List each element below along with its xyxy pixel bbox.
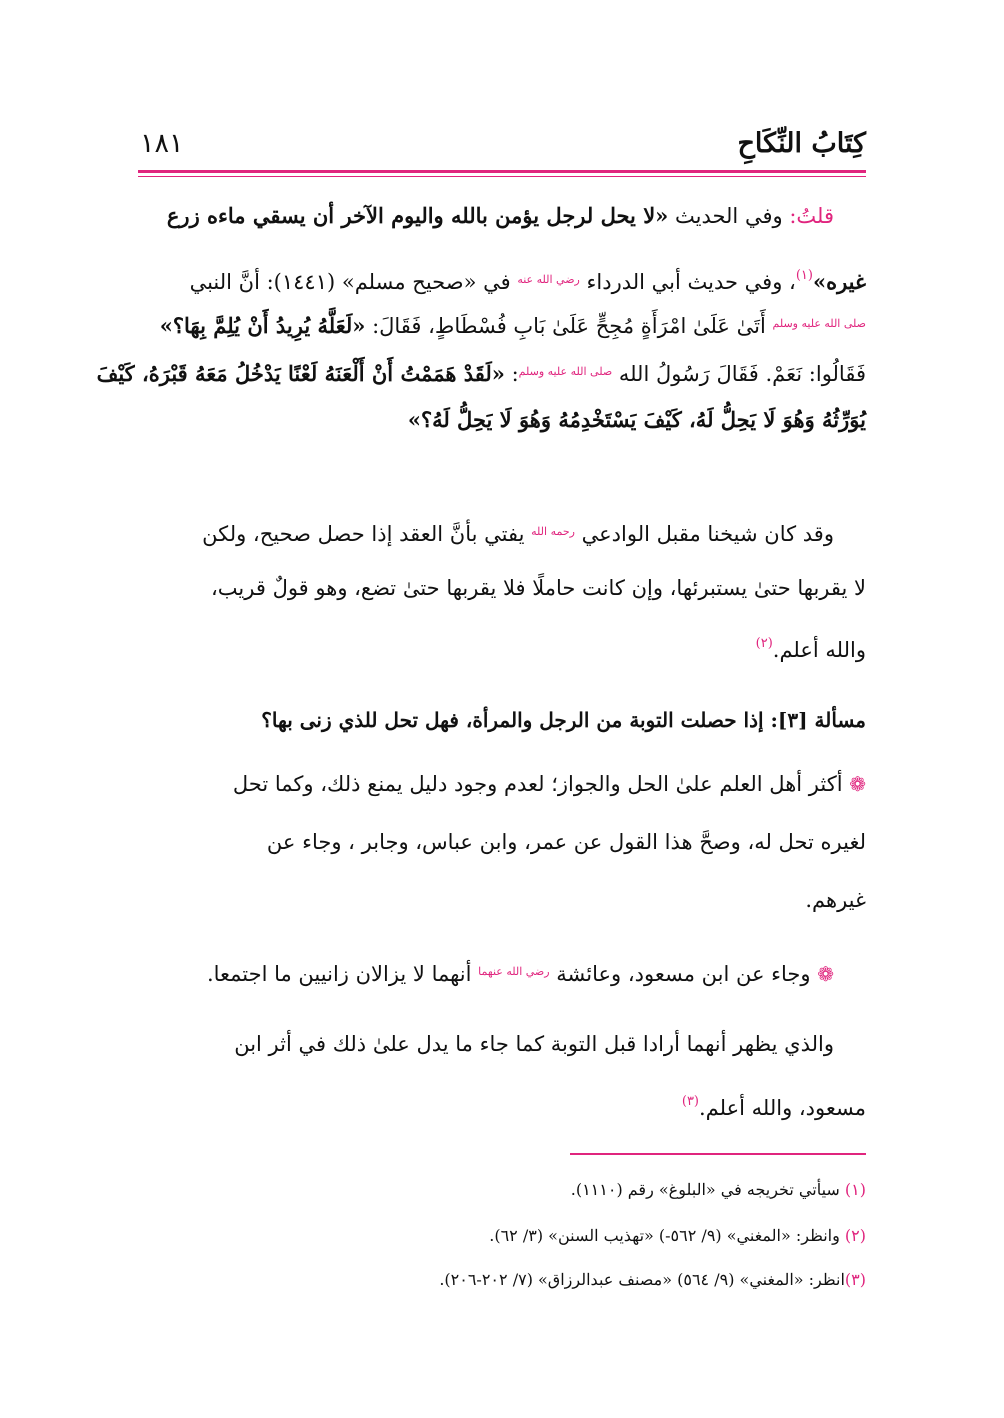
hadith-quote: «لَعَلَّهُ يُرِيدُ أَنْ يُلِمَّ بِهَا؟» (159, 313, 366, 338)
honorific-glyph: رضي الله عنهما (478, 965, 550, 978)
text: مسعود، والله أعلم. (699, 1096, 866, 1120)
para2-line3 (138, 624, 866, 664)
chapter-title: كِتَابُ النِّكَاحِ (737, 128, 866, 159)
text: وقد كان شيخنا مقبل الوادعي (574, 522, 834, 546)
footnote-number: (٣) (844, 1270, 866, 1289)
para4-line1 (138, 952, 834, 992)
page-number: ١٨١ (140, 128, 184, 159)
header-rule-thin (138, 176, 866, 177)
para3-line2 (138, 822, 866, 862)
para1-line1 (138, 196, 834, 236)
footnote-number: (١) (844, 1180, 866, 1199)
footnote-3 (138, 1266, 866, 1294)
hadith-quote-end: غيره» (812, 269, 866, 294)
footnote-text: وانظر: «المغني» (٩/ ٥٦٢-) «تهذيب السنن» (٣/ ٦٢). (489, 1226, 845, 1245)
text: غيرهم. (805, 888, 866, 912)
text: والذي يظهر أنهما أرادا قبل التوبة كما جاء ما يدل علىٰ ذلك في أثر ابن (234, 1032, 834, 1056)
hadith-quote-end: يُوَرِّثُهُ وَهُوَ لَا يَحِلُّ لَهُ، كَيْفَ يَسْتَخْدِمُهُ وَهُوَ لَا يَحِلُّ لَهُ؟» (407, 407, 866, 432)
footnote-separator (570, 1153, 866, 1155)
text: وفي الحديث (668, 204, 790, 228)
hadith-quote: «لا يحل لرجل يؤمن بالله واليوم الآخر أن يسقي ماءه زرع (166, 203, 669, 228)
footnote-text: سيأتي تخريجه في «البلوغ» رقم (١١١٠). (570, 1180, 845, 1199)
footnote-ref-1[interactable]: (١) (795, 268, 813, 283)
para1-line5 (138, 400, 866, 440)
honorific-glyph: صلى الله عليه وسلم (518, 365, 613, 378)
footnote-1 (138, 1176, 866, 1204)
footnote-number: (٢) (844, 1226, 866, 1245)
text: والله أعلم. (772, 638, 866, 662)
hadith-quote: «لَقَدْ هَمَمْتُ أَنْ أَلْعَنَهُ لَعْنًا يَدْخُلُ مَعَهُ قَبْرَهُ، كَيْفَ (96, 361, 505, 386)
text: لغيره تحل له، وصحَّ هذا القول عن عمر، وابن عباس، وجابر ، وجاء عن (266, 830, 866, 854)
text: أكثر أهل العلم علىٰ الحل والجواز؛ لعدم وجود دليل يمنع ذلك، وكما تحل (232, 772, 850, 796)
para1-line2 (138, 256, 866, 296)
text: أَتَىٰ عَلَىٰ امْرَأَةٍ مُجِحٍّ عَلَىٰ بَابِ فُسْطَاطٍ، فَقَالَ: (365, 314, 773, 338)
issue-label: مسألة [٣]: (770, 708, 866, 732)
text: يفتي بأنَّ العقد إذا حصل صحيح، ولكن (202, 522, 532, 546)
footnote-ref-3[interactable]: (٣) (681, 1094, 699, 1109)
flower-bullet-icon: ❁ (849, 772, 866, 796)
text: أنهما لا يزالان زانيين ما اجتمعا. (206, 962, 479, 986)
footnote-ref-2[interactable]: (٢) (755, 636, 773, 651)
para2-line2 (138, 568, 866, 608)
text: في «صحيح مسلم» (١٤٤١): أنَّ النبي (189, 270, 518, 294)
text: وجاء عن ابن مسعود، وعائشة (549, 962, 818, 986)
text: ، وفي حديث أبي الدرداء (579, 270, 796, 294)
para2-line1 (138, 512, 834, 552)
issue-text: إذا حصلت التوبة من الرجل والمرأة، فهل تحل للذي زنى بها؟ (261, 708, 771, 732)
text: فَقَالُوا: نَعَمْ. فَقَالَ رَسُولُ الله (612, 362, 866, 386)
para1-line3 (138, 304, 866, 344)
para1-line4 (96, 352, 866, 392)
para5-line2 (138, 1082, 866, 1122)
header-rule (138, 170, 866, 173)
honorific-glyph: رحمه الله (531, 525, 575, 538)
footnote-text: انظر: «المغني» (٩/ ٥٦٤) «مصنف عبدالرزاق» (٧/ ٢٠٢-٢٠٦). (439, 1270, 845, 1289)
honorific-glyph: رضي الله عنه (517, 273, 580, 286)
para3-line3 (138, 880, 866, 920)
issue-heading (138, 700, 866, 740)
text: لا يقربها حتىٰ يستبرئها، وإن كانت حاملًا فلا يقربها حتىٰ تضع، وهو قولٌ قريب، (211, 576, 866, 600)
text: : (504, 362, 519, 386)
qultu-label: قلتُ: (789, 204, 834, 228)
honorific-glyph: صلى الله عليه وسلم (772, 317, 866, 330)
para5-line1 (138, 1024, 834, 1064)
para3-line1 (138, 764, 866, 804)
footnote-2 (138, 1222, 866, 1250)
flower-bullet-icon: ❁ (817, 962, 834, 986)
